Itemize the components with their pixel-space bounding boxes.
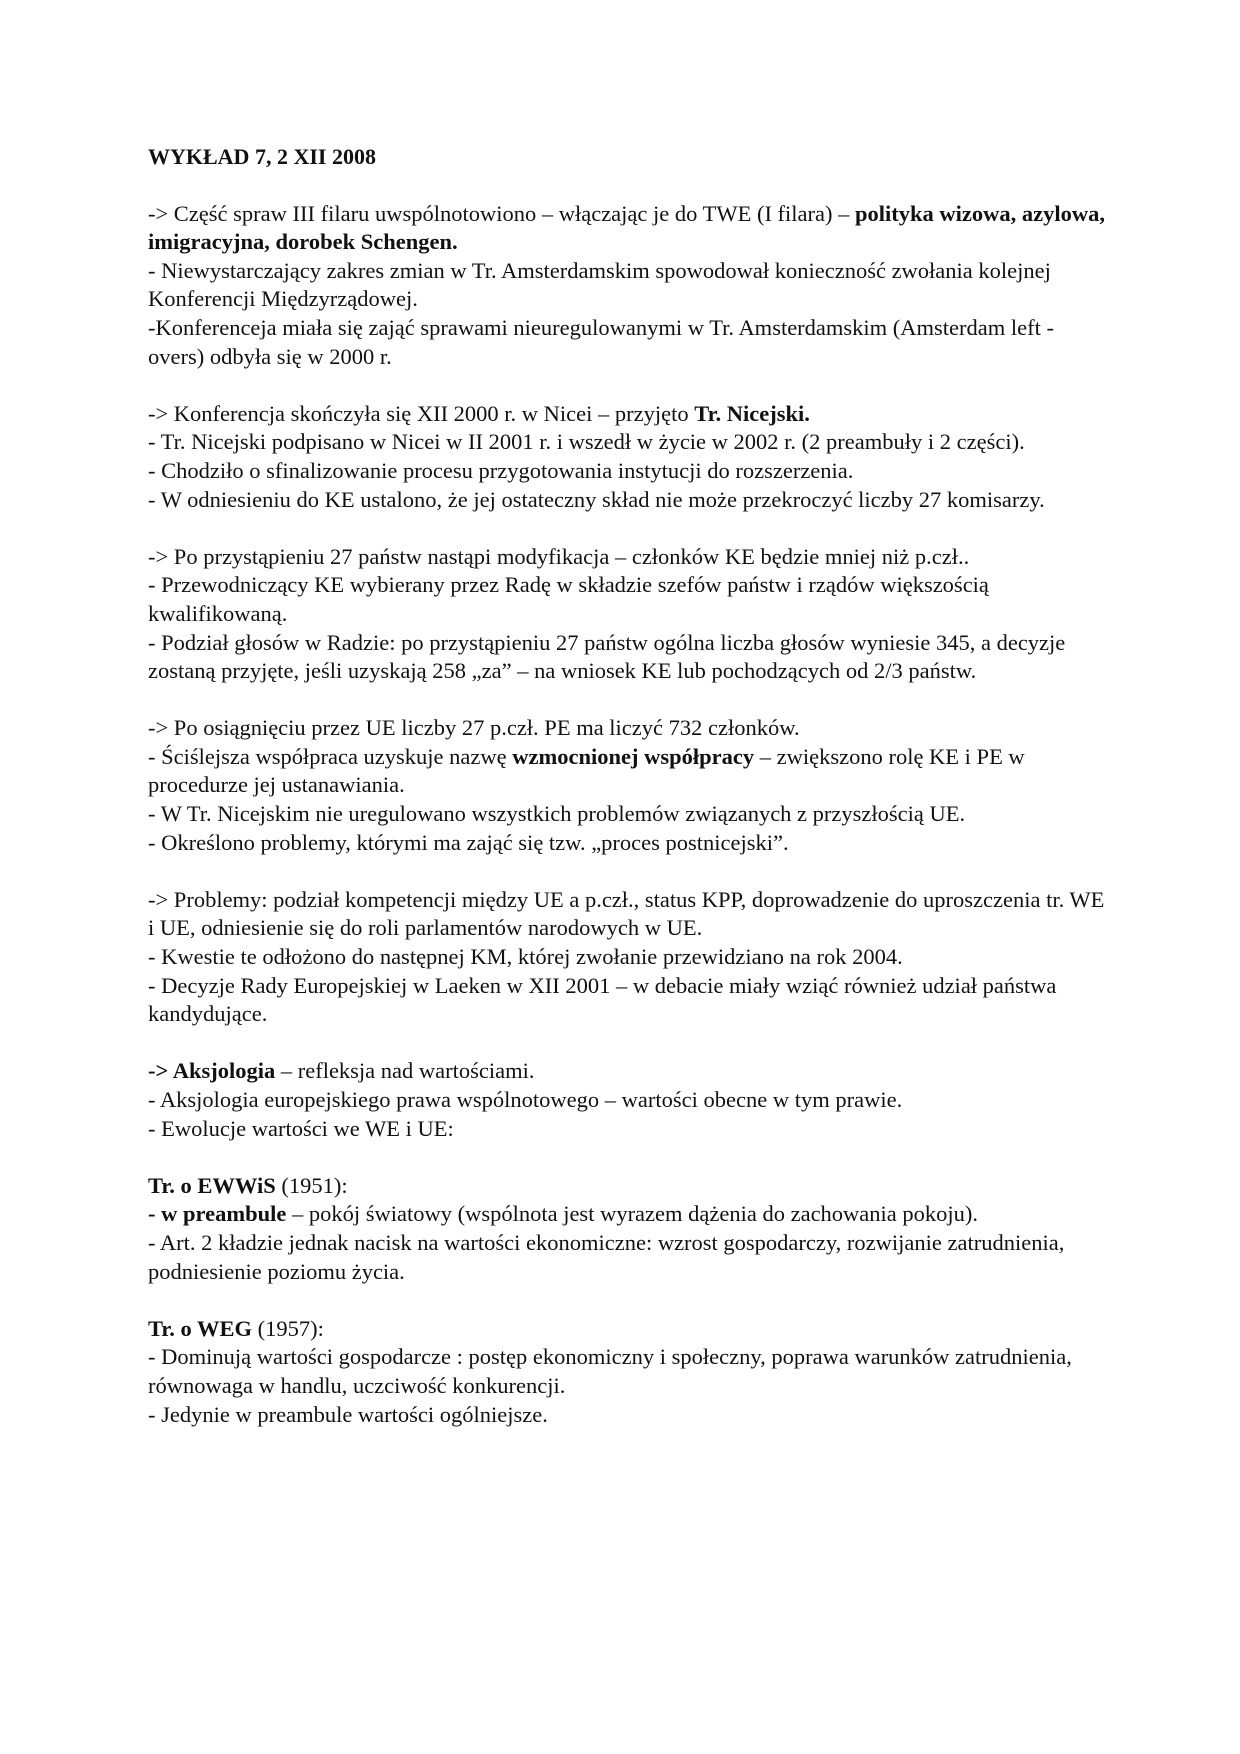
text: -> Konferencja skończyła się XII 2000 r. w Nicei – przyjęto — [148, 400, 695, 426]
paragraph — [148, 200, 1108, 257]
text: - Kwestie te odłożono do następnej KM, której zwołanie przewidziano na rok 2004. — [148, 944, 903, 970]
text: -> Problemy: podział kompetencji między UE a p.czł., status KPP, doprowadzenie do uproszczenia tr. WE i UE, odniesienie się do roli parlamentów narodowych w UE. — [148, 886, 1105, 941]
paragraph — [148, 743, 1108, 800]
text: - Decyzje Rady Europejskiej w Laeken w XII 2001 – w debacie miały wziąć również udział państwa kandydujące. — [148, 972, 1057, 1027]
paragraph-gap — [148, 1029, 1108, 1058]
text: - Aksjologia europejskiego prawa wspólnotowego – wartości obecne w tym prawie. — [148, 1087, 903, 1112]
paragraph — [148, 886, 1108, 943]
text: - Ściślejsza współpraca uzyskuje nazwę — [148, 743, 513, 769]
paragraph-gap — [148, 1143, 1108, 1172]
text: – refleksja nad wartościami. — [275, 1058, 535, 1084]
paragraph — [148, 543, 1108, 572]
section — [148, 200, 1108, 372]
bold-text: -> Aksjologia — [148, 1058, 276, 1084]
bold-text: Tr. o EWWiS — [148, 1172, 276, 1198]
text: - Jedynie w preambule wartości ogólniejsze. — [148, 1401, 548, 1427]
paragraph — [148, 1401, 1108, 1430]
text: - Ewolucje wartości we WE i UE: — [148, 1115, 454, 1141]
text: - Art. 2 kładzie jednak nacisk na wartości ekonomiczne: wzrost gospodarczy, rozwijanie zatrudnienia, podniesienie poziomu życia. — [148, 1229, 1065, 1284]
paragraph — [148, 1229, 1108, 1286]
document-body — [148, 200, 1108, 1430]
paragraph — [148, 972, 1108, 1029]
section — [148, 1172, 1108, 1286]
paragraph — [148, 428, 1108, 457]
paragraph-gap — [148, 514, 1108, 543]
text: - Przewodniczący KE wybierany przez Radę w składzie szefów państw i rządów większością kwalifikowaną. — [148, 572, 989, 626]
paragraph — [148, 1172, 1108, 1201]
text: -> Po osiągnięciu przez UE liczby 27 p.czł. PE ma liczyć 732 członków. — [148, 715, 800, 741]
paragraph-gap — [148, 857, 1108, 886]
paragraph-gap — [148, 371, 1108, 400]
text: - Tr. Nicejski podpisano w Nicei w II 2001 r. i wszedł w życie w 2002 r. (2 preambuły i 2 części). — [148, 429, 1025, 455]
paragraph — [148, 943, 1108, 972]
paragraph — [148, 1200, 1108, 1229]
text: - W odniesieniu do KE ustalono, że jej ostateczny skład nie może przekroczyć liczby 27 komisarzy. — [148, 486, 1045, 512]
bold-text: Tr. o WEG — [148, 1315, 252, 1341]
paragraph-gap — [148, 1286, 1108, 1315]
paragraph — [148, 1343, 1108, 1400]
paragraph — [148, 1115, 1108, 1144]
paragraph — [148, 314, 1108, 371]
text: - Dominują wartości gospodarcze : postęp ekonomiczny i społeczny, poprawa warunków zatrudnienia, równowaga w handlu, uczciwość konkurencji. — [148, 1344, 1072, 1398]
text: - Niewystarczający zakres zmian w Tr. Amsterdamskim spowodował konieczność zwołania kolejnej Konferencji Międzyrządowej. — [148, 257, 1051, 312]
bold-text: polityka wizowa, azylowa, imigracyjna, dorobek Schengen. — [148, 200, 1106, 255]
section — [148, 543, 1108, 686]
text: - Chodziło o sfinalizowanie procesu przygotowania instytucji do rozszerzenia. — [148, 457, 854, 483]
text: -> Po przystąpieniu 27 państw nastąpi modyfikacja – członków KE będzie mniej niż p.czł.. — [148, 543, 970, 569]
text: – zwiększono rolę KE i PE w procedurze jej ustanawiania. — [148, 743, 1025, 798]
paragraph — [148, 829, 1108, 858]
paragraph-gap — [148, 686, 1108, 715]
paragraph — [148, 714, 1108, 743]
text: -Konferenceja miała się zająć sprawami nieuregulowanymi w Tr. Amsterdamskim (Amsterdam left - overs) odbyła się w 2000 r. — [148, 314, 1054, 369]
section — [148, 886, 1108, 1029]
paragraph — [148, 629, 1108, 686]
document-title: WYKŁAD 7, 2 XII 2008 — [148, 144, 376, 169]
paragraph — [148, 571, 1108, 628]
section — [148, 714, 1108, 857]
text: - Podział głosów w Radzie: po przystąpieniu 27 państw ogólna liczba głosów wyniesie 345, a decyzje zostaną przyjęte, jeśli uzyskają 258 „za” – na wniosek KE lub pochodzących od 2/3 państw. — [148, 629, 1066, 684]
bold-text: Tr. Nicejski. — [694, 400, 810, 426]
paragraph — [148, 800, 1108, 829]
paragraph — [148, 486, 1108, 515]
section — [148, 1315, 1108, 1429]
text: - W Tr. Nicejskim nie uregulowano wszystkich problemów związanych z przyszłością UE. — [148, 801, 966, 827]
text: -> Część spraw III filaru uwspólnotowiono – włączając je do TWE (I filara) – — [148, 200, 856, 226]
text: (1951): — [275, 1172, 348, 1198]
section — [148, 400, 1108, 514]
paragraph — [148, 400, 1108, 429]
document-page — [148, 143, 1108, 1429]
text: - Określono problemy, którymi ma zająć się tzw. „proces postnicejski”. — [148, 829, 789, 855]
paragraph — [148, 1057, 1108, 1086]
paragraph — [148, 257, 1108, 314]
text: – pokój światowy (wspólnota jest wyrazem dążenia do zachowania pokoju). — [286, 1201, 979, 1227]
text: (1957): — [252, 1315, 324, 1341]
bold-text: - w preambule — [148, 1201, 287, 1227]
paragraph — [148, 1086, 1108, 1115]
bold-text: wzmocnionej współpracy — [512, 743, 755, 769]
section — [148, 1057, 1108, 1143]
paragraph — [148, 1315, 1108, 1344]
paragraph — [148, 457, 1108, 486]
